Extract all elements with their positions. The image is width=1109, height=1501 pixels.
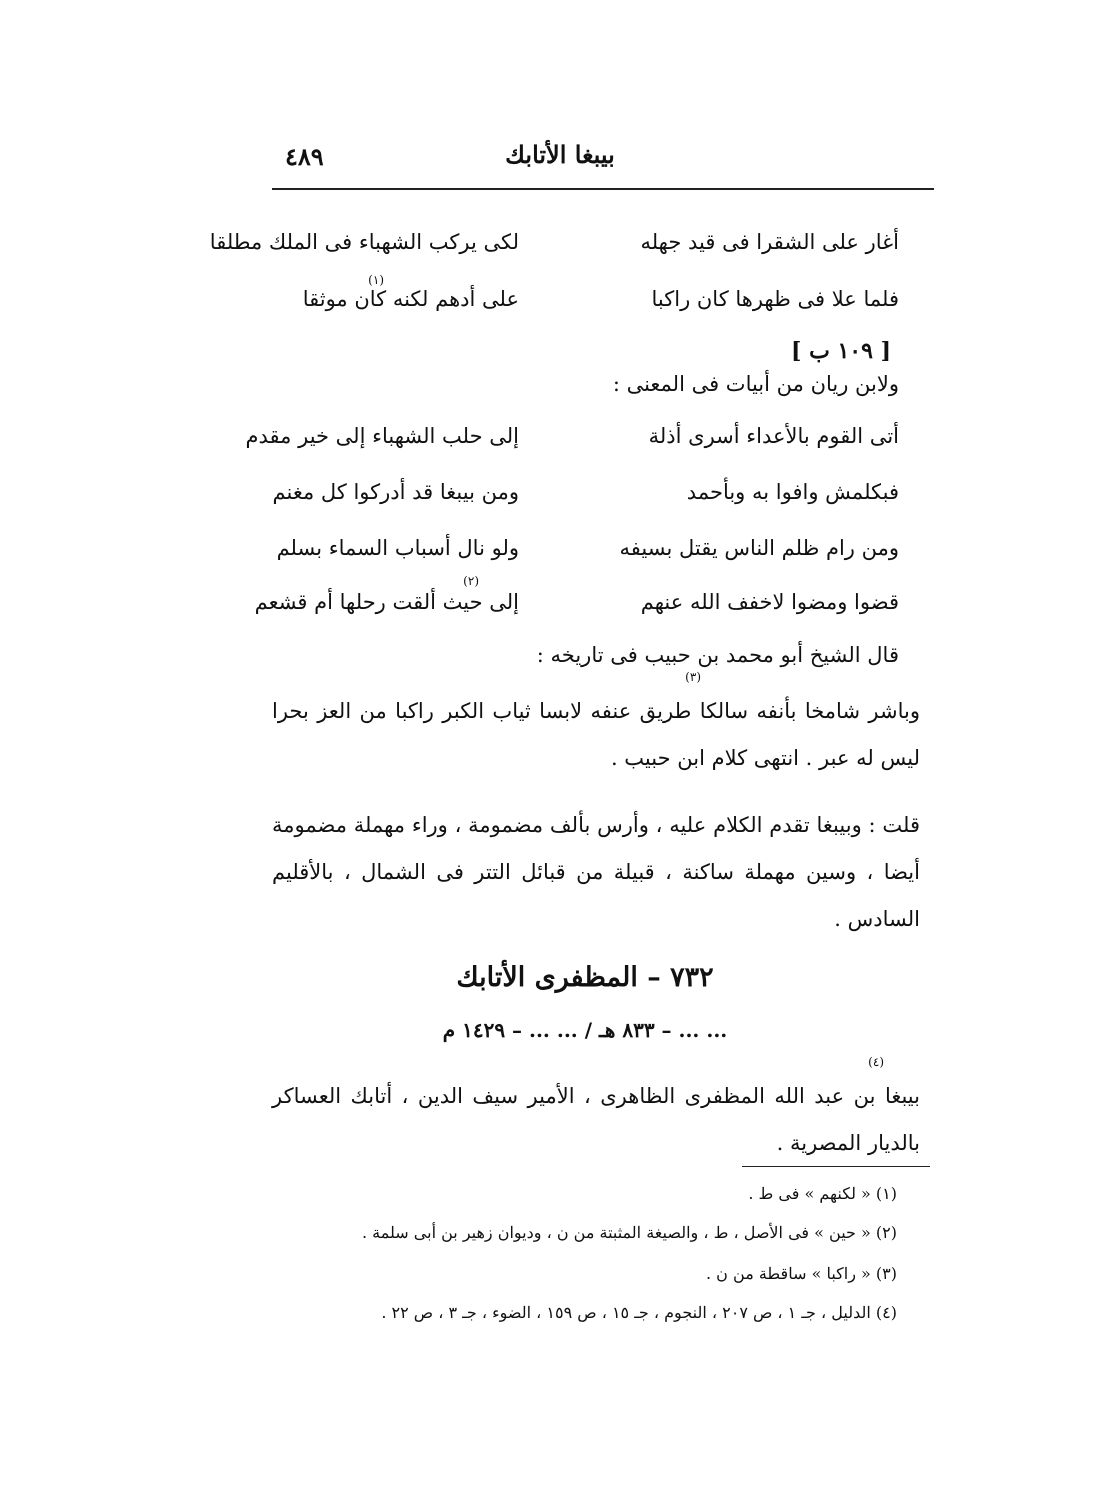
quote-intro: قال الشيخ أبو محمد بن حبيب فى تاريخه : — [536, 643, 899, 667]
footnote-number: (٤) — [875, 1303, 897, 1322]
footnote-marker: (٤) — [868, 1055, 884, 1069]
footnote-marker: (٢) — [463, 574, 479, 588]
footnote-marker: (١) — [368, 273, 384, 287]
footnote-number: (٣) — [875, 1264, 897, 1283]
entry-body — [272, 1073, 920, 1167]
paragraph-text: بيبغا بن عبد الله المظفرى الظاهرى ، الأمير سيف الدين ، أتابك العساكر بالديار المصرية . — [272, 1084, 920, 1155]
folio-marker: [ ١٠٩ ب ] — [791, 338, 891, 364]
verse-hemistich-right: فلما علا فى ظهرها كان راكبا — [651, 287, 899, 311]
footnote-text: « حين » فى الأصل ، ط ، والصيغة المثبتة من ن ، وديوان زهير بن أبى سلمة . — [361, 1223, 871, 1242]
verse-hemistich-left: ولو نال أسباب السماء بسلم — [276, 536, 519, 560]
verse-hemistich-right: فبكلمش وافوا به وبأحمد — [686, 480, 899, 504]
entry-dates: ... ... – ٨٣٣ هـ / ... ... – ١٤٢٩ م — [442, 1018, 728, 1042]
verse-hemistich-left: إلى حلب الشهباء إلى خير مقدم — [245, 424, 519, 448]
page-number: ٤٨٩ — [285, 142, 324, 171]
verse-text: على أدهم لكنه كان موثقا — [302, 287, 519, 311]
quote-paragraph — [272, 688, 920, 782]
verse-text: إلى حيث ألقت رحلها أم قشعم — [254, 590, 519, 614]
footnote-text: الدليل ، جـ ١ ، ص ٢٠٧ ، النجوم ، جـ ١٥ ، ص ١٥٩ ، الضوء ، جـ ٣ ، ص ٢٢ . — [381, 1303, 871, 1322]
footnote — [381, 1303, 897, 1322]
footnote — [748, 1184, 897, 1203]
verse-hemistich-left — [254, 574, 519, 614]
footnote-text: « لكنهم » فى ط . — [748, 1184, 871, 1203]
verse-hemistich-right: ومن رام ظلم الناس يقتل بسيفه — [619, 536, 899, 560]
footnote — [362, 1223, 897, 1242]
footnote-text: « راكبا » ساقطة من ن . — [706, 1264, 871, 1283]
verse-hemistich-left: ومن بيبغا قد أدركوا كل مغنم — [272, 480, 519, 504]
verse-hemistich-right: قضوا ومضوا لاخفف الله عنهم — [640, 590, 899, 614]
header-divider — [272, 188, 934, 190]
paragraph-text: وباشر شامخا بأنفه سالكا طريق عنفه لابسا ثياب الكبر راكبا من العز بحرا ليس له عبر . انتهى كلام ابن حبيب . — [272, 699, 920, 770]
footnote-number: (١) — [875, 1184, 897, 1203]
footnote — [706, 1264, 897, 1283]
entry-title: ٧٣٢ – المظفرى الأتابك — [456, 962, 714, 993]
paragraph-text: قلت : وبيبغا تقدم الكلام عليه ، وأرس بألف مضمومة ، وراء مهملة مضمومة أيضا ، وسين مهملة ساكنة ، قبيلة من قبائل التتر فى الشمال ، بالأقليم السادس . — [272, 813, 920, 931]
footnote-divider — [742, 1166, 930, 1167]
footnote-number: (٢) — [875, 1223, 897, 1242]
verse-hemistich-right: أغار على الشقرا فى قيد جهله — [640, 230, 899, 254]
intro-line: ولابن ريان من أبيات فى المعنى : — [612, 372, 899, 396]
footnote-marker: (٣) — [685, 670, 701, 684]
comment-paragraph — [272, 802, 920, 943]
verse-hemistich-left — [302, 273, 519, 311]
verse-hemistich-left: لكى يركب الشهباء فى الملك مطلقا — [209, 230, 519, 254]
running-title: بيبغا الأتابك — [505, 140, 615, 169]
verse-hemistich-right: أتى القوم بالأعداء أسرى أذلة — [648, 424, 899, 448]
